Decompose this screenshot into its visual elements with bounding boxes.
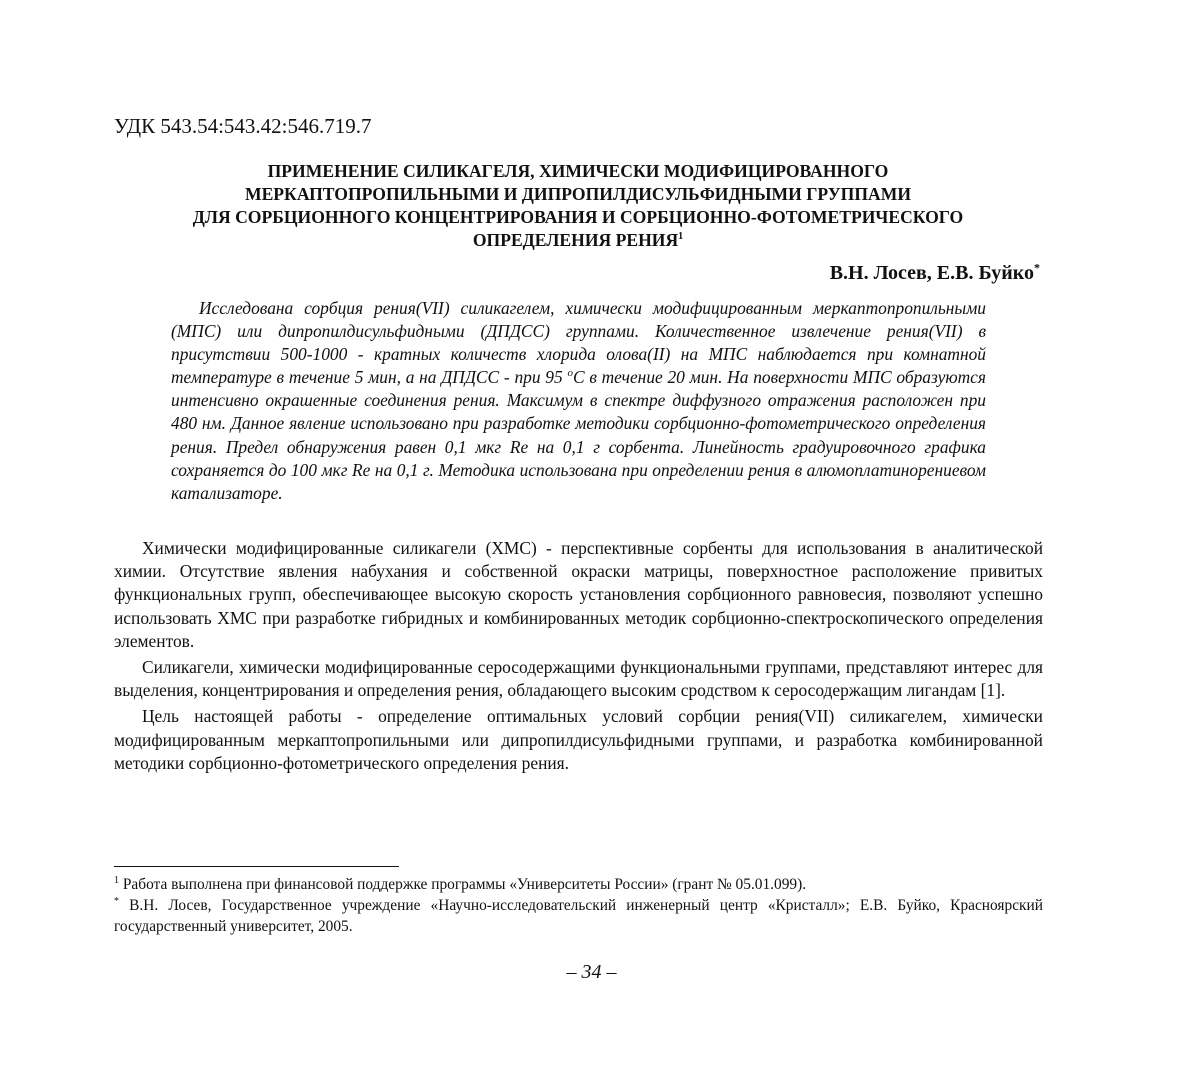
footnote-1 xyxy=(114,874,1043,895)
footnote-2-text: В.Н. Лосев, Государственное учреждение «Научно-исследовательский инженерный центр «Кристалл»; Е.В. Буйко, Красноярский государственный университет, 2005. xyxy=(114,897,1043,935)
abstract-text-part-1: Исследована сорбция рения(VII) силикагелем, химически модифицированным меркаптопропильными (МПС) или дипропилдисульфидными (ДПДСС) группами. Количественное извлечение рения(VII) в присутствии 500-1000 - кратных количеств хлорида олова(II) на МПС наблюдается при комнатной температуре в течение 5 мин, а на ДПДСС - при 95 xyxy=(171,298,986,388)
title-line-1: ПРИМЕНЕНИЕ СИЛИКАГЕЛЯ, ХИМИЧЕСКИ МОДИФИЦИРОВАННОГО xyxy=(267,161,889,181)
footnote-1-text: Работа выполнена при финансовой поддержке программы «Университеты России» (грант № 05.01.099). xyxy=(119,876,807,893)
footnote-2-mark: * xyxy=(114,895,119,907)
title-line-2: МЕРКАПТОПРОПИЛЬНЫМИ И ДИПРОПИЛДИСУЛЬФИДНЫМИ ГРУППАМИ xyxy=(244,184,912,204)
footnotes xyxy=(114,874,1043,937)
authors xyxy=(830,260,1040,286)
body-text xyxy=(114,537,1043,778)
title-line-4 xyxy=(110,229,1046,252)
udc-code: УДК 543.54:543.42:546.719.7 xyxy=(114,114,372,138)
footnote-1-mark: 1 xyxy=(114,874,119,886)
title-line-3: ДЛЯ СОРБЦИОННОГО КОНЦЕНТРИРОВАНИЯ И СОРБЦИОННО-ФОТОМЕТРИЧЕСКОГО xyxy=(192,207,964,227)
page-number: – 34 – xyxy=(566,961,617,983)
authors-footnote-mark: * xyxy=(1034,260,1040,275)
body-paragraph-2: Силикагели, химически модифицированные серосодержащими функциональными группами, представляют интерес для выделения, концентрирования и определения рения, обладающего высоким сродством к серосодержащим лигандам [1]. xyxy=(114,657,1043,701)
body-paragraph-1: Химически модифицированные силикагели (ХМС) - перспективные сорбенты для использования в аналитической химии. Отсутствие явления набухания и собственной окраски матрицы, поверхностное расположение привитых функциональных групп, обеспечивающее высокую скорость установления сорбционного равновесия, позволяют успешно использовать ХМС при разработке гибридных и комбинированных методик сорбционно-спектроскопического определения элементов. xyxy=(114,538,1043,651)
degree-mark: o xyxy=(567,367,573,380)
article-title xyxy=(110,160,1046,252)
footnote-separator xyxy=(114,866,399,867)
abstract-text-part-2: С в течение 20 мин. На поверхности МПС образуются интенсивно окрашенные соединения рения. Максимум в спектре диффузного отражения расположен при 480 нм. Данное явление использовано при разработке методики сорбционно-фотометрического определения рения. Предел обнаружения равен 0,1 мкг Re на 0,1 г сорбента. Линейность градуировочного графика сохраняется до 100 мкг Re на 0,1 г. Методика использована при определении рения в алюмоплатинорениевом катализаторе. xyxy=(171,367,986,503)
footnote-2 xyxy=(114,895,1043,937)
title-footnote-mark: 1 xyxy=(678,231,684,243)
title-line-4-text: ОПРЕДЕЛЕНИЯ РЕНИЯ xyxy=(472,230,679,250)
author-names: В.Н. Лосев, Е.В. Буйко xyxy=(829,262,1034,284)
abstract xyxy=(171,297,986,505)
body-paragraph-3: Цель настоящей работы - определение оптимальных условий сорбции рения(VII) силикагелем, химически модифицированным меркаптопропильными или дипропилдисульфидными группами, и разработка комбинированной методики сорбционно-фотометрического определения рения. xyxy=(114,706,1043,773)
